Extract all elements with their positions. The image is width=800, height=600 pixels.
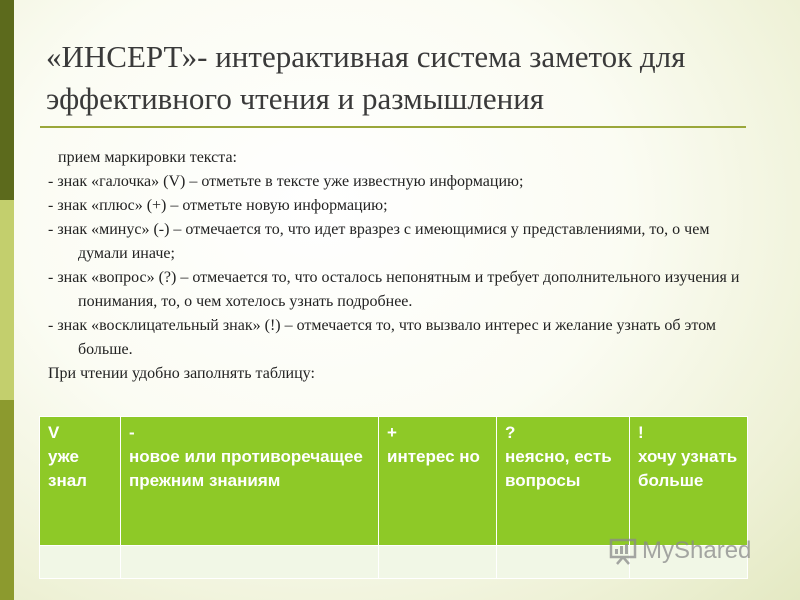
table-cell[interactable] [40, 546, 121, 579]
header-symbol: + [387, 423, 397, 442]
table-header-row [40, 417, 748, 546]
header-label: уже знал [48, 447, 87, 490]
list-item: - знак «минус» (-) – отмечается то, что идет вразрез с имеющимися у представлениями, то, о чем думали иначе; [48, 221, 710, 262]
header-symbol: V [48, 423, 60, 442]
list-item: - знак «галочка» (V) – отметьте в тексте уже известную информацию; [48, 173, 524, 190]
header-label: интерес но [387, 447, 480, 466]
watermark-text: MyShared [642, 537, 752, 564]
watermark [608, 536, 751, 566]
presentation-board-icon [608, 536, 638, 566]
header-label: новое или противоречащее прежним знаниям [129, 447, 363, 490]
title-divider [40, 126, 746, 128]
list-item: - знак «вопрос» (?) – отмечается то, что осталось непонятным и требует дополнительного изучения и понимания, то, о чем хотелось узнать подробнее. [48, 269, 740, 310]
slide-body [48, 146, 748, 386]
header-label: неясно, есть вопросы [505, 447, 612, 490]
list-item: - знак «плюс» (+) – отметьте новую информацию; [48, 197, 388, 214]
header-interesting [379, 417, 497, 546]
table-cell[interactable] [379, 546, 497, 579]
slide-title: «ИНСЕРТ»- интерактивная система заметок для эффективного чтения и размышления [46, 39, 686, 116]
list-item: - знак «восклицательный знак» (!) – отмечается то, что вызвало интерес и желание узнать об этом больше. [48, 317, 717, 358]
table-intro: При чтении удобно заполнять таблицу: [48, 365, 315, 382]
header-label: хочу узнать больше [638, 447, 738, 490]
left-accent-bar-top [0, 0, 14, 200]
header-symbol: ? [505, 423, 516, 442]
header-symbol: - [129, 423, 135, 442]
header-contradicting [121, 417, 379, 546]
header-symbol: ! [638, 423, 644, 442]
header-known [40, 417, 121, 546]
header-unclear [497, 417, 630, 546]
intro-text: прием маркировки текста: [58, 149, 237, 166]
header-want-more [630, 417, 748, 546]
table-cell[interactable] [121, 546, 379, 579]
left-accent-bar-bottom [0, 400, 14, 600]
left-accent-bar-middle [0, 200, 14, 400]
